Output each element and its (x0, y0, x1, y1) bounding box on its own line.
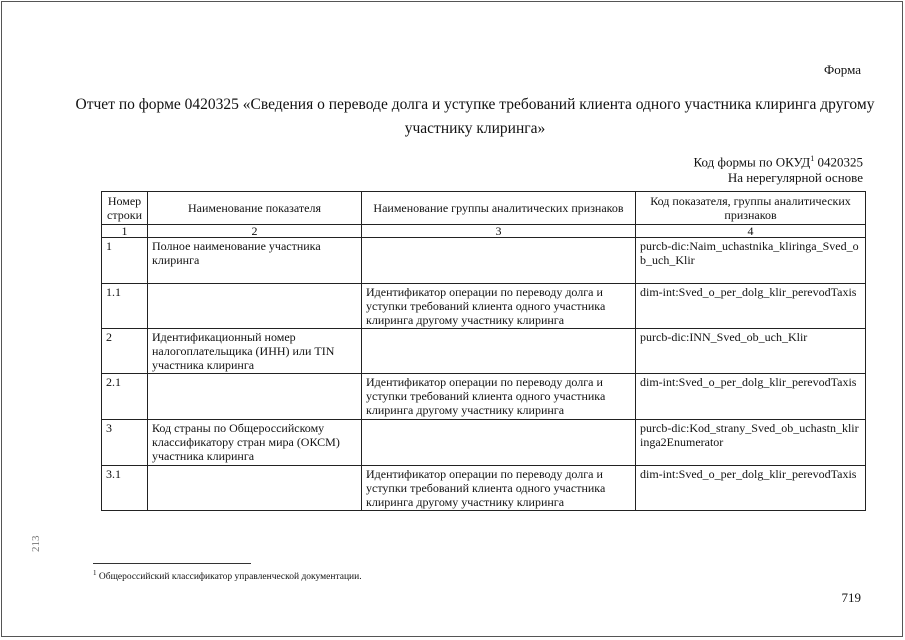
table-row (102, 466, 866, 511)
indicators-table (101, 191, 866, 511)
header-code: Код показателя, группы аналитических признаков (636, 192, 866, 225)
group-name (362, 420, 636, 466)
footnote-divider (93, 563, 251, 564)
table-row (102, 284, 866, 329)
header-row-number: Номер строки (102, 192, 148, 225)
indicator-code: purcb-dic:Naim_uchastnika_kliringa_Sved_ob_uch_Klir (636, 238, 866, 284)
row-number: 2.1 (102, 374, 148, 420)
group-name (362, 329, 636, 374)
table-row (102, 329, 866, 374)
row-number: 1 (102, 238, 148, 284)
row-number: 3.1 (102, 466, 148, 511)
indicator-name: Код страны по Общероссийскому классификатору стран мира (ОКСМ) участника клиринга (148, 420, 362, 466)
group-name: Идентификатор операции по переводу долга и уступки требований клиента одного участника клиринга другому участнику клиринга (362, 284, 636, 329)
indicator-code: dim-int:Sved_o_per_dolg_klir_perevodTaxis (636, 284, 866, 329)
indicator-code: purcb-dic:INN_Sved_ob_uch_Klir (636, 329, 866, 374)
okud-footnote-ref: 1 (810, 154, 815, 163)
side-mark: 213 (30, 535, 42, 552)
row-number: 3 (102, 420, 148, 466)
column-number: 3 (362, 225, 636, 238)
column-number: 1 (102, 225, 148, 238)
footnote-marker: 1 (93, 569, 97, 577)
header-group-name: Наименование группы аналитических признаков (362, 192, 636, 225)
page-number: 719 (841, 590, 861, 605)
row-number: 2 (102, 329, 148, 374)
column-number: 2 (148, 225, 362, 238)
okud-code-line (694, 151, 863, 170)
indicator-name (148, 466, 362, 511)
footnote-text: Общероссийский классификатор управленческой документации. (98, 572, 362, 583)
column-number-row (102, 225, 866, 238)
header-row (102, 192, 866, 225)
indicator-code: dim-int:Sved_o_per_dolg_klir_perevodTaxis (636, 374, 866, 420)
footnote (93, 569, 362, 582)
form-label: Форма (824, 62, 861, 77)
okud-prefix: Код формы по ОКУД (693, 154, 811, 170)
column-number: 4 (636, 225, 866, 238)
table-row (102, 420, 866, 466)
okud-code: 0420325 (817, 154, 863, 170)
group-name: Идентификатор операции по переводу долга и уступки требований клиента одного участника клиринга другому участнику клиринга (362, 374, 636, 420)
header-indicator-name: Наименование показателя (148, 192, 362, 225)
okud-block (694, 151, 863, 186)
indicator-name (148, 284, 362, 329)
indicator-code: dim-int:Sved_o_per_dolg_klir_perevodTaxis (636, 466, 866, 511)
report-title: Отчет по форме 0420325 «Сведения о переводе долга и уступке требований клиента одного участника клиринга другому участнику клиринга» (75, 96, 875, 137)
indicator-name (148, 374, 362, 420)
row-number: 1.1 (102, 284, 148, 329)
group-name (362, 238, 636, 284)
table-row (102, 374, 866, 420)
indicator-name: Идентификационный номер налогоплательщика (ИНН) или TIN участника клиринга (148, 329, 362, 374)
group-name: Идентификатор операции по переводу долга и уступки требований клиента одного участника клиринга другому участнику клиринга (362, 466, 636, 511)
indicator-code: purcb-dic:Kod_strany_Sved_ob_uchastn_kliringa2Enumerator (636, 420, 866, 466)
periodicity: На нерегулярной основе (727, 170, 863, 186)
indicator-name: Полное наименование участника клиринга (148, 238, 362, 284)
table-row (102, 238, 866, 284)
